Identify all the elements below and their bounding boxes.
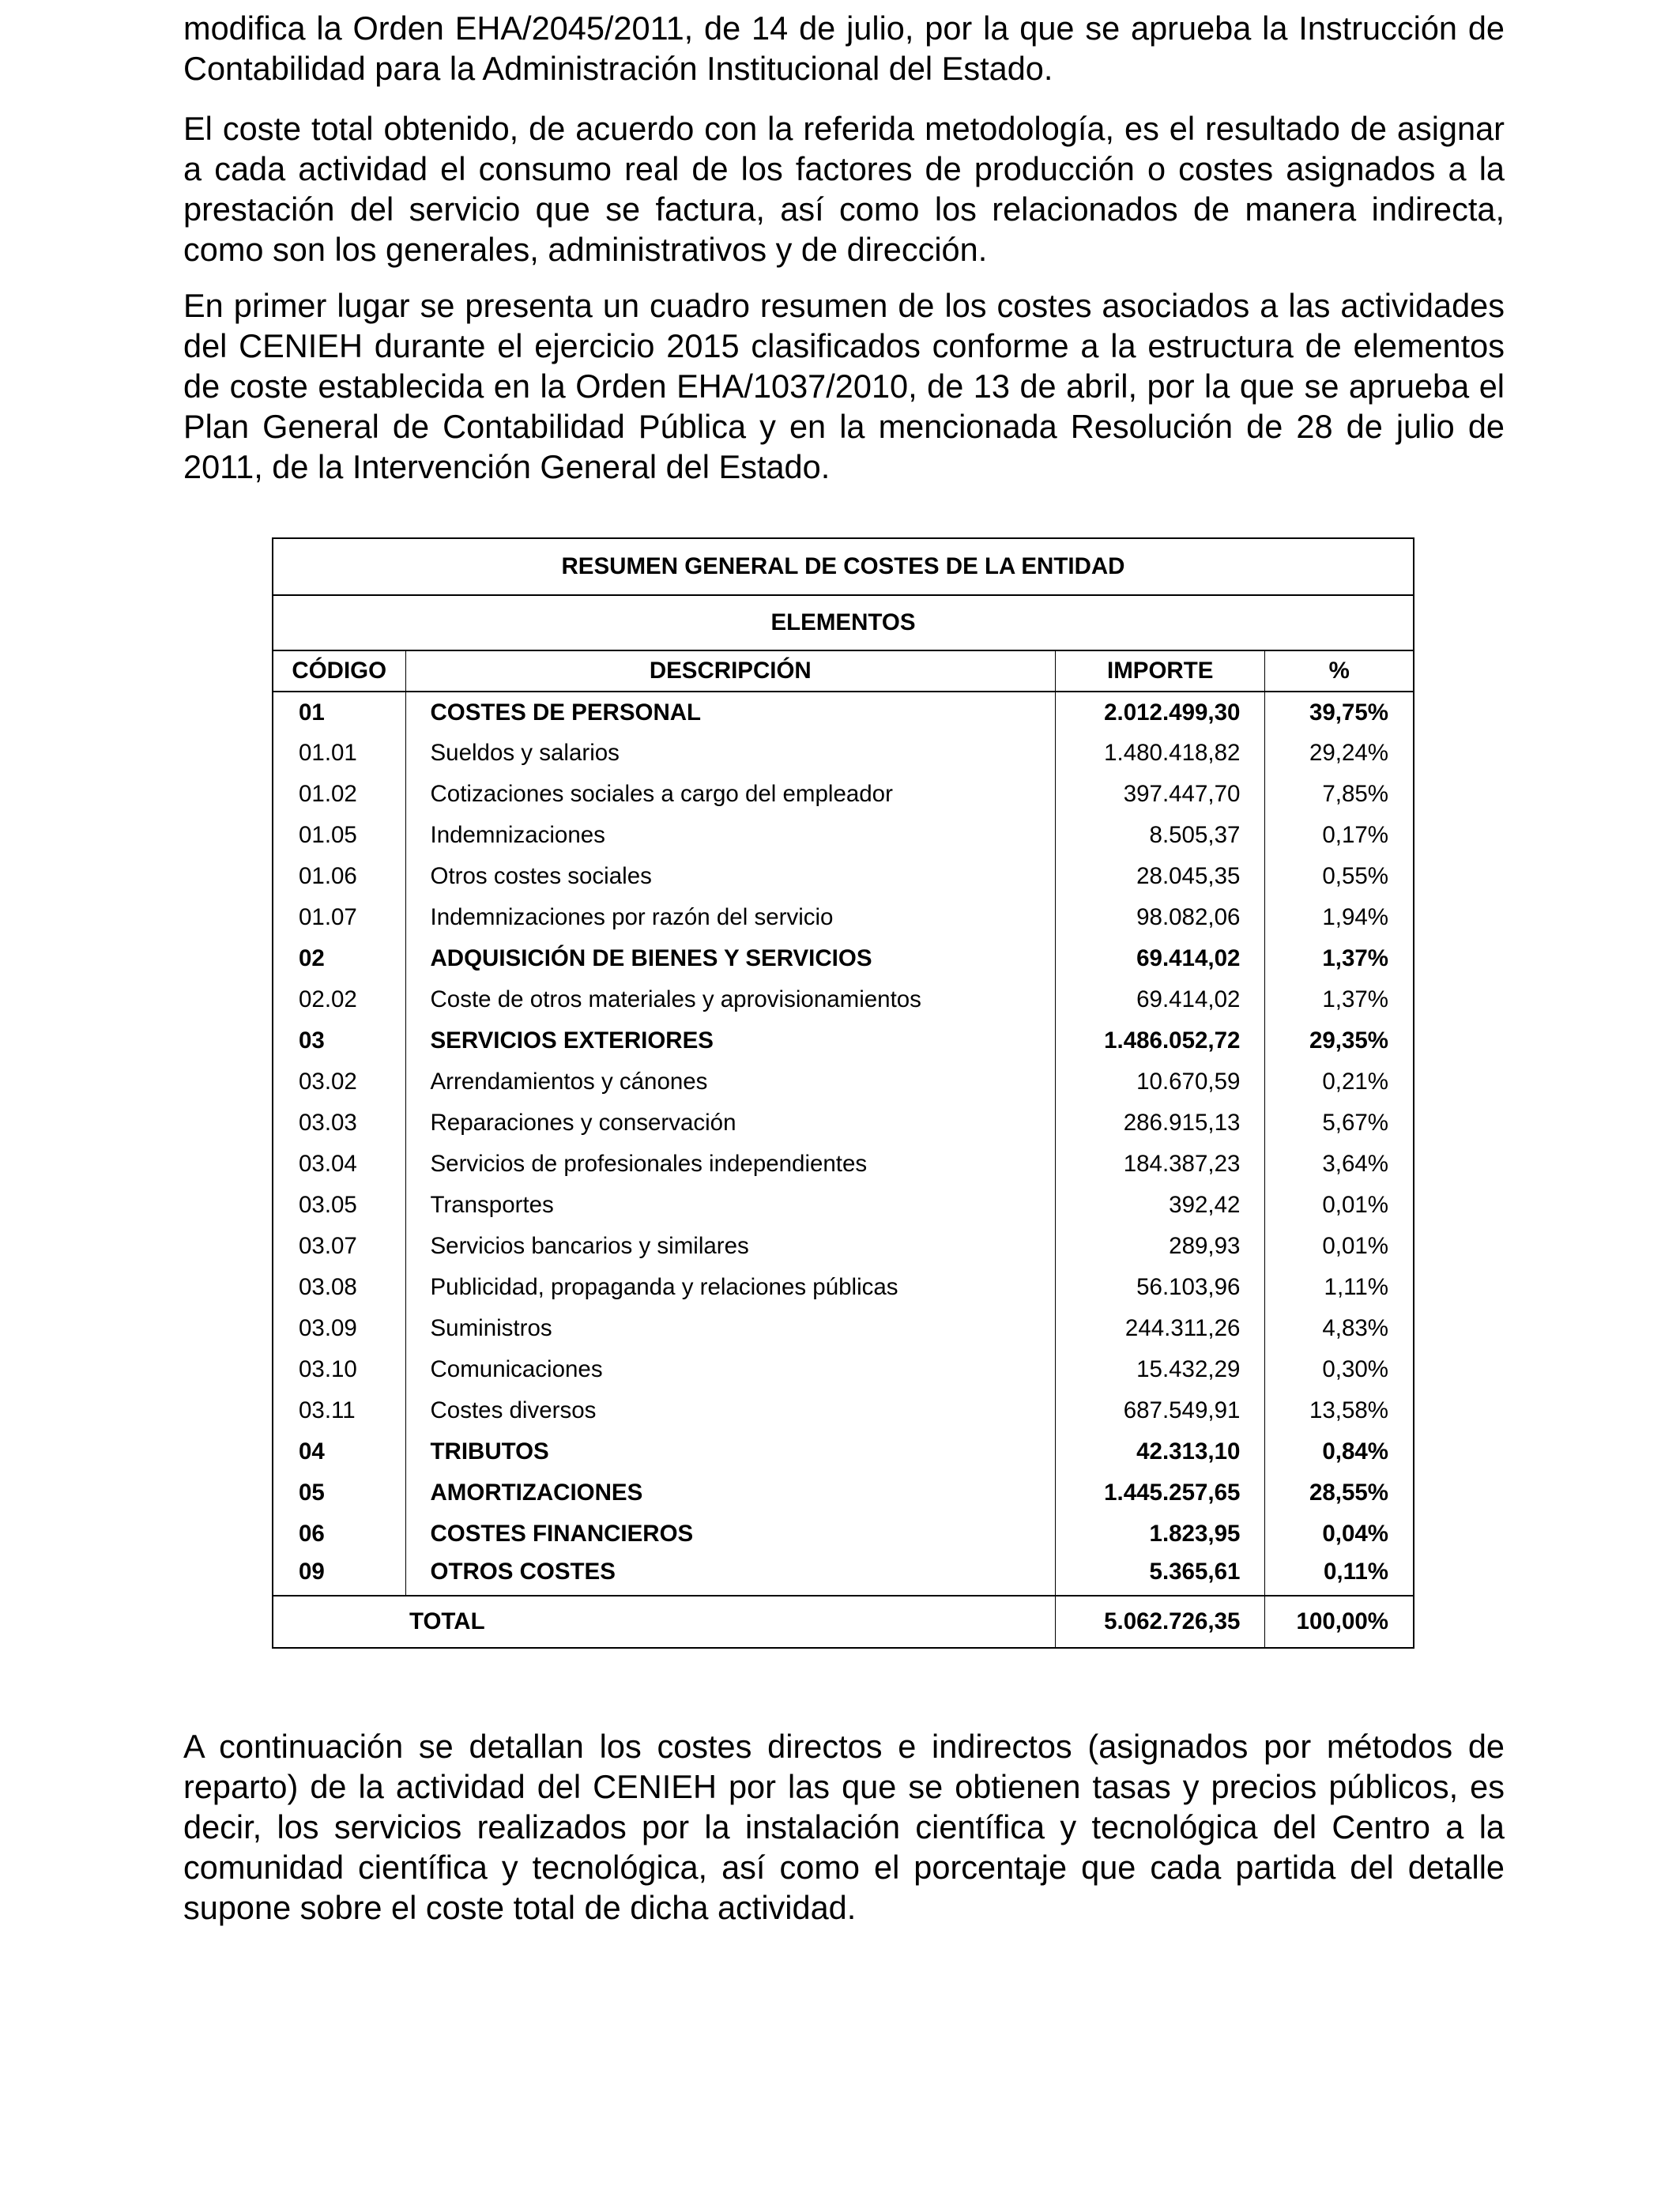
cell-amount: 244.311,26 xyxy=(1056,1308,1265,1349)
cell-amount: 5.365,61 xyxy=(1056,1555,1265,1596)
cell-code: 03.09 xyxy=(273,1308,405,1349)
cell-amount: 8.505,37 xyxy=(1056,815,1265,856)
table-row xyxy=(273,1555,1414,1596)
cell-description: Indemnizaciones por razón del servicio xyxy=(405,897,1056,938)
cell-percent: 5,67% xyxy=(1265,1103,1414,1144)
cell-percent: 4,83% xyxy=(1265,1308,1414,1349)
cell-description: Comunicaciones xyxy=(405,1349,1056,1390)
cell-amount: 1.445.257,65 xyxy=(1056,1472,1265,1514)
cell-description: OTROS COSTES xyxy=(405,1555,1056,1596)
cell-description: AMORTIZACIONES xyxy=(405,1472,1056,1514)
cell-amount: 2.012.499,30 xyxy=(1056,692,1265,733)
cell-description: ADQUISICIÓN DE BIENES Y SERVICIOS xyxy=(405,938,1056,979)
cell-description: Transportes xyxy=(405,1185,1056,1226)
cell-percent: 0,30% xyxy=(1265,1349,1414,1390)
table-row xyxy=(273,1103,1414,1144)
cell-code: 01.06 xyxy=(273,856,405,897)
cell-description: Servicios bancarios y similares xyxy=(405,1226,1056,1267)
cell-percent: 0,01% xyxy=(1265,1226,1414,1267)
cell-code: 03.08 xyxy=(273,1267,405,1308)
cell-description: Sueldos y salarios xyxy=(405,733,1056,774)
cell-description: Suministros xyxy=(405,1308,1056,1349)
cell-amount: 28.045,35 xyxy=(1056,856,1265,897)
cell-amount: 397.447,70 xyxy=(1056,774,1265,815)
cell-code: 02 xyxy=(273,938,405,979)
table-row xyxy=(273,1226,1414,1267)
table-row xyxy=(273,1308,1414,1349)
paragraph-summary-intro: En primer lugar se presenta un cuadro resumen de los costes asociados a las actividades del CENIEH durante el ejercicio 2015 clasificados conforme a la estructura de elementos de coste establecida en la Orden EHA/1037/2010, de 13 de abril, por la que se aprueba el Plan General de Contabilidad Pública y en la mencionada Resolución de 28 de julio de 2011, de la Intervención General del Estado. xyxy=(183,287,1505,485)
cell-percent: 29,24% xyxy=(1265,733,1414,774)
column-header-description: DESCRIPCIÓN xyxy=(405,650,1056,692)
cell-description: Reparaciones y conservación xyxy=(405,1103,1056,1144)
table-row xyxy=(273,1061,1414,1103)
table-row xyxy=(273,938,1414,979)
cell-code: 03.02 xyxy=(273,1061,405,1103)
cell-description: Cotizaciones sociales a cargo del empleador xyxy=(405,774,1056,815)
table-row xyxy=(273,856,1414,897)
column-header-code: CÓDIGO xyxy=(273,650,405,692)
cell-percent: 0,01% xyxy=(1265,1185,1414,1226)
cell-description: Arrendamientos y cánones xyxy=(405,1061,1056,1103)
table-subtitle-row xyxy=(273,595,1414,650)
cell-code: 03.05 xyxy=(273,1185,405,1226)
paragraph-intro-continuation: modifica la Orden EHA/2045/2011, de 14 de julio, por la que se aprueba la Instrucción de Contabilidad para la Administración Institucional del Estado. xyxy=(183,9,1505,87)
cell-description: Servicios de profesionales independientes xyxy=(405,1144,1056,1185)
cell-percent: 0,84% xyxy=(1265,1431,1414,1472)
table-row xyxy=(273,1349,1414,1390)
cell-description: Costes diversos xyxy=(405,1390,1056,1431)
cell-percent: 39,75% xyxy=(1265,692,1414,733)
cell-code: 09 xyxy=(273,1555,405,1596)
cell-amount: 687.549,91 xyxy=(1056,1390,1265,1431)
cell-amount: 69.414,02 xyxy=(1056,979,1265,1020)
cell-amount: 69.414,02 xyxy=(1056,938,1265,979)
cell-description: COSTES FINANCIEROS xyxy=(405,1514,1056,1555)
cell-description: Publicidad, propaganda y relaciones públicas xyxy=(405,1267,1056,1308)
cell-percent: 28,55% xyxy=(1265,1472,1414,1514)
cell-code: 05 xyxy=(273,1472,405,1514)
cell-code: 01.02 xyxy=(273,774,405,815)
cell-amount: 286.915,13 xyxy=(1056,1103,1265,1144)
table-title: RESUMEN GENERAL DE COSTES DE LA ENTIDAD xyxy=(273,538,1414,595)
cell-description: SERVICIOS EXTERIORES xyxy=(405,1020,1056,1061)
cell-code: 01.05 xyxy=(273,815,405,856)
column-header-percent: % xyxy=(1265,650,1414,692)
table-header-row xyxy=(273,650,1414,692)
cell-code: 03.07 xyxy=(273,1226,405,1267)
cell-code: 03.04 xyxy=(273,1144,405,1185)
cell-amount: 1.823,95 xyxy=(1056,1514,1265,1555)
cell-amount: 289,93 xyxy=(1056,1226,1265,1267)
table-row xyxy=(273,692,1414,733)
cell-percent: 1,37% xyxy=(1265,938,1414,979)
cell-description: Coste de otros materiales y aprovisionamientos xyxy=(405,979,1056,1020)
table-title-row xyxy=(273,538,1414,595)
cell-description: Otros costes sociales xyxy=(405,856,1056,897)
column-header-amount: IMPORTE xyxy=(1056,650,1265,692)
table-row xyxy=(273,1020,1414,1061)
paragraph-methodology: El coste total obtenido, de acuerdo con la referida metodología, es el resultado de asignar a cada actividad el consumo real de los factores de producción o costes asignados a la prestación del servicio que se factura, así como los relacionados de manera indirecta, como son los generales, administrativos y de dirección. xyxy=(183,110,1505,268)
cell-code: 03.10 xyxy=(273,1349,405,1390)
table-row xyxy=(273,1390,1414,1431)
cell-amount: 1.480.418,82 xyxy=(1056,733,1265,774)
cell-amount: 1.486.052,72 xyxy=(1056,1020,1265,1061)
total-percent: 100,00% xyxy=(1265,1596,1414,1648)
table-row xyxy=(273,1144,1414,1185)
table-row xyxy=(273,1267,1414,1308)
cell-percent: 3,64% xyxy=(1265,1144,1414,1185)
cell-percent: 0,21% xyxy=(1265,1061,1414,1103)
cell-code: 03.03 xyxy=(273,1103,405,1144)
cell-description: TRIBUTOS xyxy=(405,1431,1056,1472)
cell-code: 01.01 xyxy=(273,733,405,774)
cell-percent: 1,94% xyxy=(1265,897,1414,938)
cell-percent: 7,85% xyxy=(1265,774,1414,815)
cell-percent: 29,35% xyxy=(1265,1020,1414,1061)
cell-description: COSTES DE PERSONAL xyxy=(405,692,1056,733)
cell-code: 03.11 xyxy=(273,1390,405,1431)
cell-amount: 184.387,23 xyxy=(1056,1144,1265,1185)
cell-amount: 15.432,29 xyxy=(1056,1349,1265,1390)
cell-code: 02.02 xyxy=(273,979,405,1020)
cell-code: 03 xyxy=(273,1020,405,1061)
cell-amount: 42.313,10 xyxy=(1056,1431,1265,1472)
cell-code: 04 xyxy=(273,1431,405,1472)
cell-amount: 10.670,59 xyxy=(1056,1061,1265,1103)
table-row xyxy=(273,1472,1414,1514)
cell-code: 06 xyxy=(273,1514,405,1555)
cell-code: 01 xyxy=(273,692,405,733)
table-row xyxy=(273,897,1414,938)
cell-percent: 1,37% xyxy=(1265,979,1414,1020)
cell-percent: 13,58% xyxy=(1265,1390,1414,1431)
table-row xyxy=(273,979,1414,1020)
table-row xyxy=(273,1185,1414,1226)
cell-amount: 98.082,06 xyxy=(1056,897,1265,938)
cell-percent: 0,04% xyxy=(1265,1514,1414,1555)
table-row xyxy=(273,815,1414,856)
cell-percent: 0,11% xyxy=(1265,1555,1414,1596)
cost-summary-table xyxy=(272,537,1414,1649)
table-row xyxy=(273,774,1414,815)
cell-amount: 392,42 xyxy=(1056,1185,1265,1226)
cell-percent: 0,17% xyxy=(1265,815,1414,856)
cell-percent: 1,11% xyxy=(1265,1267,1414,1308)
table-row xyxy=(273,1431,1414,1472)
table-subtitle: ELEMENTOS xyxy=(273,595,1414,650)
cell-code: 01.07 xyxy=(273,897,405,938)
cell-percent: 0,55% xyxy=(1265,856,1414,897)
paragraph-detail-intro: A continuación se detallan los costes directos e indirectos (asignados por métodos de reparto) de la actividad del CENIEH por las que se obtienen tasas y precios públicos, es decir, los servicios realizados por la instalación científica y tecnológica del Centro a la comunidad científica y tecnológica, así como el porcentaje que cada partida del detalle supone sobre el coste total de dicha actividad. xyxy=(183,1728,1505,1926)
cell-description: Indemnizaciones xyxy=(405,815,1056,856)
total-label: TOTAL xyxy=(273,1596,1056,1648)
cell-amount: 56.103,96 xyxy=(1056,1267,1265,1308)
table-row xyxy=(273,1514,1414,1555)
table-row xyxy=(273,733,1414,774)
table-total-row xyxy=(273,1596,1414,1648)
total-amount: 5.062.726,35 xyxy=(1056,1596,1265,1648)
